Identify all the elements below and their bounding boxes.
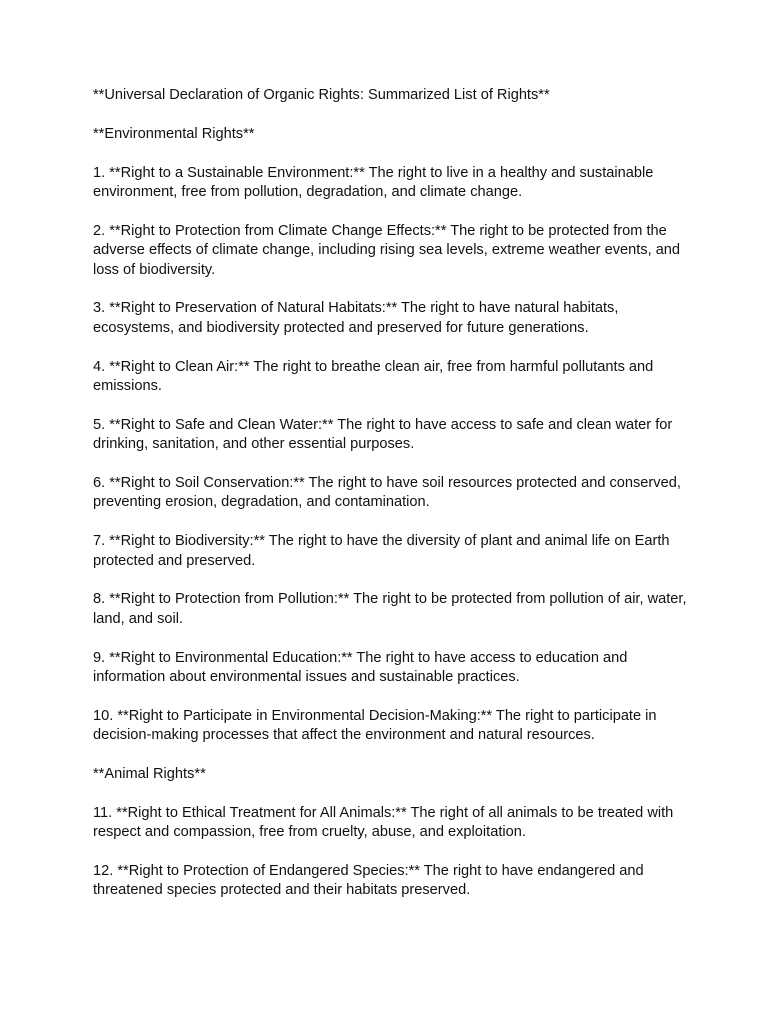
list-item-text: **Right to Protection of Endangered Species:** The right to have endangered and threatened species protected and their habitats preserved. — [93, 863, 644, 899]
list-item-text: **Right to Preservation of Natural Habitats:** The right to have natural habitats, ecosystems, and biodiversity protected and preserved for future generations. — [93, 300, 619, 336]
list-item-number: 8. — [93, 591, 106, 608]
list-item — [93, 474, 693, 513]
list-item — [93, 164, 693, 203]
list-item-number: 6. — [93, 475, 106, 492]
list-item-text: **Right to Clean Air:** The right to breathe clean air, free from harmful pollutants and emissions. — [93, 358, 654, 395]
list-item — [93, 804, 693, 843]
list-item-number: 10. — [93, 707, 114, 724]
list-item — [93, 222, 693, 280]
list-item-number: 12. — [93, 863, 114, 880]
list-item-text: **Right to a Sustainable Environment:** The right to live in a healthy and sustainable environment, free from pollution, degradation, and climate change. — [93, 164, 654, 200]
list-item-text: **Right to Ethical Treatment for All Animals:** The right of all animals to be treated with respect and compassion, free from cruelty, abuse, and exploitation. — [93, 804, 674, 841]
list-item-text: **Right to Protection from Pollution:** The right to be protected from pollution of air, water, land, and soil. — [93, 591, 687, 627]
list-item-text: **Right to Participate in Environmental Decision-Making:** The right to participate in decision-making processes that affect the environment and natural resources. — [93, 707, 657, 744]
list-item-number: 3. — [93, 300, 106, 317]
list-item — [93, 416, 693, 455]
list-item — [93, 707, 693, 746]
list-item — [93, 862, 693, 901]
section-heading-animal: **Animal Rights** — [93, 766, 206, 783]
list-item-text: **Right to Safe and Clean Water:** The right to have access to safe and clean water for drinking, sanitation, and other essential purposes. — [93, 416, 673, 453]
document-title: **Universal Declaration of Organic Rights: Summarized List of Rights** — [93, 87, 550, 103]
list-item-text: **Right to Environmental Education:** The right to have access to education and information about environmental issues and sustainable practices. — [93, 649, 628, 686]
list-item — [93, 532, 693, 571]
list-item — [93, 299, 693, 338]
list-item-text: **Right to Protection from Climate Change Effects:** The right to be protected from the adverse effects of climate change, including rising sea levels, extreme weather events, and loss of biodiversity. — [93, 222, 681, 278]
list-item — [93, 590, 693, 629]
list-item-number: 1. — [93, 164, 106, 181]
list-item — [93, 358, 693, 397]
list-item-number: 7. — [93, 533, 106, 550]
section-heading-environmental: **Environmental Rights** — [93, 125, 255, 142]
list-item-number: 9. — [93, 649, 106, 666]
list-item-text: **Right to Biodiversity:** The right to have the diversity of plant and animal life on Earth protected and preserved. — [93, 533, 670, 569]
list-item-text: **Right to Soil Conservation:** The right to have soil resources protected and conserved, preventing erosion, degradation, and contamination. — [93, 475, 681, 511]
list-item-number: 2. — [93, 222, 106, 239]
list-item-number: 11. — [93, 804, 113, 821]
list-item-number: 4. — [93, 358, 106, 375]
list-item-number: 5. — [93, 416, 106, 433]
list-item — [93, 649, 693, 688]
document-content — [93, 86, 693, 920]
